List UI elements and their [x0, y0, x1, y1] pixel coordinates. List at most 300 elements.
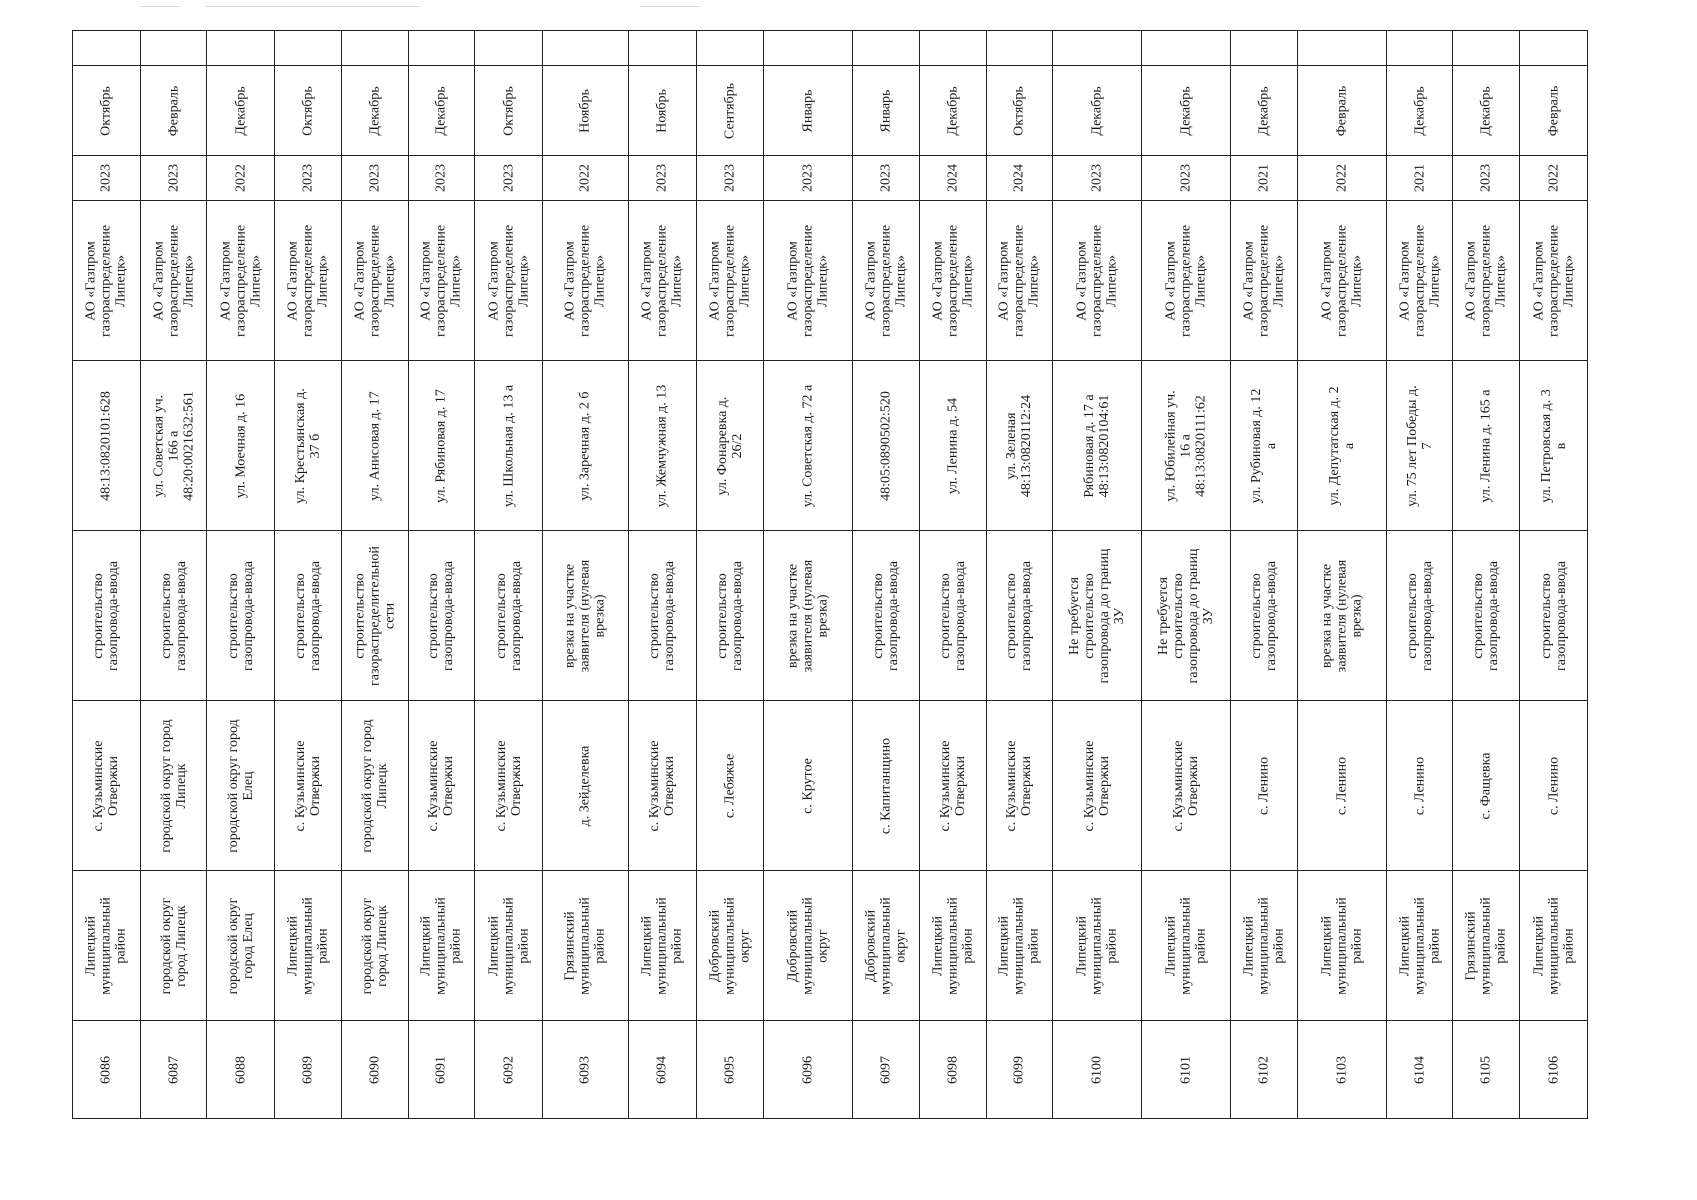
- address-cell: [764, 361, 853, 531]
- record-number-cell-text: 6096: [800, 1055, 816, 1084]
- locality-cell-text: с. Ленино: [1334, 756, 1350, 815]
- month-cell-text: Ноябрь: [654, 88, 670, 133]
- locality-cell: [275, 701, 342, 871]
- record-number-cell-text: 6090: [367, 1055, 383, 1084]
- year-cell-text: 2023: [878, 164, 894, 192]
- organization-cell: [341, 201, 408, 361]
- year-cell-text: 2022: [577, 164, 593, 192]
- year-cell-text: 2022: [1334, 164, 1350, 192]
- address-cell: [1386, 361, 1453, 531]
- work-type-cell-text: врезка на участке заявителя (нулевая врезка): [785, 559, 831, 672]
- address-cell-text: Рябиновая д. 17 а 48:13:0820104:61: [1082, 393, 1113, 498]
- work-type-cell: [1142, 531, 1231, 701]
- locality-cell-text: городской округ город Липецк: [359, 718, 390, 853]
- organization-cell-text: АО «Газпром газораспределение Липецк»: [562, 224, 608, 337]
- year-cell-text: 2022: [1546, 164, 1562, 192]
- record-number-cell: [764, 1021, 853, 1119]
- address-cell: [919, 361, 986, 531]
- record-number-cell: [73, 1021, 141, 1119]
- municipality-cell: [853, 871, 920, 1021]
- year-cell: [1231, 156, 1298, 201]
- organization-cell: [73, 201, 141, 361]
- address-cell: [1142, 361, 1231, 531]
- month-cell: [919, 66, 986, 156]
- record-number-cell: [1520, 1021, 1588, 1119]
- municipality-cell: [1053, 871, 1142, 1021]
- work-type-cell-text: строительство газопровода-ввода: [937, 560, 968, 671]
- locality-cell-text: с. Кузьминские Отвержки: [647, 740, 678, 831]
- empty-cell: [1297, 31, 1386, 66]
- year-cell-text: 2024: [945, 164, 961, 192]
- address-cell-text: ул. Ленина д. 54: [945, 397, 961, 494]
- organization-cell: [1053, 201, 1142, 361]
- year-cell: [764, 156, 853, 201]
- field-row-empty: [73, 31, 1588, 66]
- month-cell-text: Октябрь: [98, 85, 114, 136]
- organization-cell-text: АО «Газпром газораспределение Липецк»: [1163, 224, 1209, 337]
- organization-cell: [275, 201, 342, 361]
- month-cell-text: Октябрь: [1011, 85, 1027, 136]
- month-cell-text: Январь: [800, 89, 816, 132]
- address-cell: [275, 361, 342, 531]
- year-cell-text: 2023: [800, 164, 816, 192]
- year-cell-text: 2023: [722, 164, 738, 192]
- organization-cell: [1386, 201, 1453, 361]
- address-cell-text: ул. Советская д. 72 а: [800, 384, 816, 507]
- work-type-cell: [1520, 531, 1588, 701]
- record-number-cell-text: 6097: [878, 1055, 894, 1084]
- month-cell: [475, 66, 543, 156]
- empty-cell: [275, 31, 342, 66]
- year-cell-text: 2024: [1011, 164, 1027, 192]
- empty-cell: [140, 31, 207, 66]
- locality-cell-text: с. Кузьминские Отвержки: [1171, 740, 1202, 831]
- record-number-cell: [1453, 1021, 1520, 1119]
- work-type-cell-text: Не требуется строительство газопровода до границ ЗУ: [1156, 548, 1217, 683]
- work-type-cell: [1453, 531, 1520, 701]
- work-type-cell: [764, 531, 853, 701]
- year-cell-text: 2023: [654, 164, 670, 192]
- month-cell: [764, 66, 853, 156]
- address-cell: [853, 361, 920, 531]
- year-cell: [408, 156, 475, 201]
- year-cell-text: 2023: [1478, 164, 1494, 192]
- month-cell-text: Декабрь: [1178, 85, 1194, 136]
- empty-cell: [628, 31, 696, 66]
- month-cell: [696, 66, 764, 156]
- record-number-cell: [628, 1021, 696, 1119]
- organization-cell: [1520, 201, 1588, 361]
- record-number-cell-text: 6101: [1178, 1055, 1194, 1084]
- record-number-cell-text: 6098: [945, 1055, 961, 1084]
- address-cell-text: ул. Рябиновая д. 17: [433, 388, 449, 503]
- year-cell: [140, 156, 207, 201]
- address-cell: [543, 361, 629, 531]
- organization-cell: [207, 201, 275, 361]
- locality-cell-text: с. Кузьминские Отвержки: [91, 740, 122, 831]
- address-cell: [1297, 361, 1386, 531]
- work-type-cell-text: строительство газопровода-ввода: [1004, 560, 1035, 671]
- address-cell-text: ул. Анисовая д. 17: [367, 390, 383, 501]
- locality-cell-text: д. Зейделевка: [577, 745, 593, 826]
- field-row-locality: [73, 701, 1588, 871]
- field-row-address: [73, 361, 1588, 531]
- municipality-cell: [408, 871, 475, 1021]
- locality-cell: [986, 701, 1053, 871]
- month-cell: [341, 66, 408, 156]
- work-type-cell-text: строительство газопровода-ввода: [647, 560, 678, 671]
- address-cell-text: ул. Петровская д. 3 в: [1538, 388, 1569, 503]
- record-number-cell-text: 6099: [1011, 1055, 1027, 1084]
- locality-cell: [73, 701, 141, 871]
- record-number-cell-text: 6102: [1256, 1055, 1272, 1084]
- year-cell-text: 2021: [1256, 164, 1272, 192]
- municipality-cell: [543, 871, 629, 1021]
- organization-cell-text: АО «Газпром газораспределение Липецк»: [418, 224, 464, 337]
- year-cell: [207, 156, 275, 201]
- registry-table: [72, 30, 1588, 1119]
- locality-cell: [543, 701, 629, 871]
- empty-cell: [475, 31, 543, 66]
- record-number-cell: [207, 1021, 275, 1119]
- municipality-cell: [1520, 871, 1588, 1021]
- organization-cell: [853, 201, 920, 361]
- empty-cell: [1520, 31, 1588, 66]
- locality-cell-text: с. Капитанщино: [878, 737, 894, 834]
- address-cell-text: ул. Жемчужная д. 13: [654, 384, 670, 507]
- work-type-cell-text: строительство газопровода-ввода: [871, 560, 902, 671]
- municipality-cell-text: Липецкий муниципальный район: [996, 896, 1042, 995]
- year-cell-text: 2023: [1089, 164, 1105, 192]
- address-cell: [341, 361, 408, 531]
- month-cell: [207, 66, 275, 156]
- locality-cell: [140, 701, 207, 871]
- month-cell: [1297, 66, 1386, 156]
- work-type-cell-text: врезка на участке заявителя (нулевая врезка): [1319, 559, 1365, 672]
- locality-cell: [1142, 701, 1231, 871]
- organization-cell-text: АО «Газпром газораспределение Липецк»: [486, 224, 532, 337]
- address-cell-text: ул. Школьная д. 13 а: [501, 384, 517, 507]
- municipality-cell: [696, 871, 764, 1021]
- month-cell-text: Сентябрь: [722, 82, 738, 139]
- record-number-cell-text: 6087: [166, 1055, 182, 1084]
- organization-cell: [1297, 201, 1386, 361]
- year-cell-text: 2021: [1412, 164, 1428, 192]
- year-cell: [919, 156, 986, 201]
- month-cell: [628, 66, 696, 156]
- address-cell: [986, 361, 1053, 531]
- work-type-cell: [1231, 531, 1298, 701]
- organization-cell-text: АО «Газпром газораспределение Липецк»: [707, 224, 753, 337]
- municipality-cell: [1142, 871, 1231, 1021]
- year-cell-text: 2023: [166, 164, 182, 192]
- month-cell: [73, 66, 141, 156]
- locality-cell: [919, 701, 986, 871]
- year-cell: [1053, 156, 1142, 201]
- year-cell-text: 2023: [433, 164, 449, 192]
- empty-cell: [1053, 31, 1142, 66]
- year-cell: [853, 156, 920, 201]
- year-cell: [275, 156, 342, 201]
- work-type-cell-text: строительство газопровода-ввода: [493, 560, 524, 671]
- locality-cell-text: с. Фащевка: [1478, 752, 1494, 819]
- organization-cell: [140, 201, 207, 361]
- address-cell: [408, 361, 475, 531]
- address-cell: [1231, 361, 1298, 531]
- organization-cell: [919, 201, 986, 361]
- month-cell: [275, 66, 342, 156]
- locality-cell-text: с. Кузьминские Отвержки: [493, 740, 524, 831]
- work-type-cell-text: строительство газопровода-ввода: [293, 560, 324, 671]
- municipality-cell-text: городской округ город Елец: [225, 897, 256, 994]
- month-cell: [543, 66, 629, 156]
- municipality-cell-text: Липецкий муниципальный район: [930, 896, 976, 995]
- field-row-num: [73, 1021, 1588, 1119]
- organization-cell: [408, 201, 475, 361]
- locality-cell: [1453, 701, 1520, 871]
- address-cell: [73, 361, 141, 531]
- organization-cell-text: АО «Газпром газораспределение Липецк»: [218, 224, 264, 337]
- municipality-cell-text: Грязинский муниципальный район: [1463, 896, 1509, 995]
- field-row-year: [73, 156, 1588, 201]
- record-number-cell: [919, 1021, 986, 1119]
- work-type-cell: [696, 531, 764, 701]
- organization-cell-text: АО «Газпром газораспределение Липецк»: [930, 224, 976, 337]
- municipality-cell-text: Липецкий муниципальный район: [1531, 896, 1577, 995]
- record-number-cell: [853, 1021, 920, 1119]
- scan-artifact-line: [205, 6, 420, 7]
- month-cell-text: Декабрь: [1256, 85, 1272, 136]
- month-cell: [1142, 66, 1231, 156]
- work-type-cell: [341, 531, 408, 701]
- organization-cell: [764, 201, 853, 361]
- month-cell: [1231, 66, 1298, 156]
- organization-cell-text: АО «Газпром газораспределение Липецк»: [1463, 224, 1509, 337]
- address-cell: [628, 361, 696, 531]
- locality-cell-text: с. Кузьминские Отвержки: [1004, 740, 1035, 831]
- record-number-cell-text: 6095: [722, 1055, 738, 1084]
- organization-cell-text: АО «Газпром газораспределение Липецк»: [996, 224, 1042, 337]
- locality-cell-text: с. Кузьминские Отвержки: [426, 740, 457, 831]
- field-row-work: [73, 531, 1588, 701]
- municipality-cell-text: Добровский муниципальный округ: [785, 896, 831, 995]
- record-number-cell-text: 6091: [433, 1055, 449, 1084]
- empty-cell: [1142, 31, 1231, 66]
- record-number-cell-text: 6105: [1478, 1055, 1494, 1084]
- month-cell-text: Февраль: [166, 85, 182, 136]
- municipality-cell-text: Липецкий муниципальный район: [418, 896, 464, 995]
- municipality-cell-text: Липецкий муниципальный район: [639, 896, 685, 995]
- work-type-cell: [853, 531, 920, 701]
- record-number-cell-text: 6088: [233, 1055, 249, 1084]
- locality-cell-text: с. Кузьминские Отвержки: [1082, 740, 1113, 831]
- locality-cell: [1053, 701, 1142, 871]
- year-cell: [696, 156, 764, 201]
- month-cell-text: Октябрь: [300, 85, 316, 136]
- organization-cell: [986, 201, 1053, 361]
- work-type-cell-text: строительство газопровода-ввода: [1404, 560, 1435, 671]
- year-cell-text: 2023: [367, 164, 383, 192]
- record-number-cell-text: 6092: [501, 1055, 517, 1084]
- record-number-cell: [543, 1021, 629, 1119]
- address-cell: [207, 361, 275, 531]
- municipality-cell: [986, 871, 1053, 1021]
- empty-cell: [764, 31, 853, 66]
- empty-cell: [919, 31, 986, 66]
- locality-cell: [207, 701, 275, 871]
- address-cell-text: ул. Крестьянская д. 37 б: [293, 387, 324, 504]
- work-type-cell: [1053, 531, 1142, 701]
- record-number-cell-text: 6089: [300, 1055, 316, 1084]
- locality-cell: [475, 701, 543, 871]
- year-cell-text: 2023: [501, 164, 517, 192]
- record-number-cell: [1386, 1021, 1453, 1119]
- field-row-organization: [73, 201, 1588, 361]
- month-cell-text: Декабрь: [945, 85, 961, 136]
- empty-cell: [543, 31, 629, 66]
- address-cell-text: ул. Депутатская д. 2 а: [1326, 385, 1357, 506]
- address-cell: [1520, 361, 1588, 531]
- work-type-cell: [1297, 531, 1386, 701]
- work-type-cell: [275, 531, 342, 701]
- work-type-cell: [919, 531, 986, 701]
- year-cell: [543, 156, 629, 201]
- month-cell-text: Январь: [878, 89, 894, 132]
- year-cell: [341, 156, 408, 201]
- organization-cell-text: АО «Газпром газораспределение Липецк»: [352, 224, 398, 337]
- locality-cell-text: с. Лебяжье: [722, 753, 738, 818]
- month-cell-text: Декабрь: [233, 85, 249, 136]
- empty-cell: [1231, 31, 1298, 66]
- record-number-cell-text: 6104: [1412, 1055, 1428, 1084]
- locality-cell: [1386, 701, 1453, 871]
- record-number-cell-text: 6103: [1334, 1055, 1350, 1084]
- organization-cell-text: АО «Газпром газораспределение Липецк»: [1319, 224, 1365, 337]
- month-cell: [140, 66, 207, 156]
- record-number-cell: [275, 1021, 342, 1119]
- municipality-cell-text: Липецкий муниципальный район: [1163, 896, 1209, 995]
- year-cell-text: 2022: [233, 164, 249, 192]
- empty-cell: [986, 31, 1053, 66]
- month-cell: [1453, 66, 1520, 156]
- organization-cell: [1142, 201, 1231, 361]
- record-number-cell: [140, 1021, 207, 1119]
- organization-cell-text: АО «Газпром газораспределение Липецк»: [785, 224, 831, 337]
- municipality-cell-text: Липецкий муниципальный район: [1397, 896, 1443, 995]
- record-number-cell-text: 6100: [1089, 1055, 1105, 1084]
- municipality-cell: [341, 871, 408, 1021]
- municipality-cell: [207, 871, 275, 1021]
- empty-cell: [696, 31, 764, 66]
- address-cell: [475, 361, 543, 531]
- address-cell-text: ул. Зеленая 48:13:0820112:24: [1004, 394, 1035, 497]
- work-type-cell-text: строительство газопровода-ввода: [1248, 560, 1279, 671]
- organization-cell-text: АО «Газпром газораспределение Липецк»: [1241, 224, 1287, 337]
- locality-cell-text: с. Кузьминские Отвержки: [937, 740, 968, 831]
- municipality-cell: [475, 871, 543, 1021]
- year-cell: [1386, 156, 1453, 201]
- municipality-cell: [140, 871, 207, 1021]
- work-type-cell: [408, 531, 475, 701]
- record-number-cell-text: 6106: [1546, 1055, 1562, 1084]
- organization-cell: [1453, 201, 1520, 361]
- month-cell: [986, 66, 1053, 156]
- month-cell: [1386, 66, 1453, 156]
- address-cell: [1453, 361, 1520, 531]
- record-number-cell-text: 6086: [98, 1055, 114, 1084]
- municipality-cell: [73, 871, 141, 1021]
- work-type-cell-text: строительство газопровода-ввода: [714, 560, 745, 671]
- month-cell-text: Декабрь: [433, 85, 449, 136]
- organization-cell: [475, 201, 543, 361]
- municipality-cell-text: Липецкий муниципальный район: [486, 896, 532, 995]
- year-cell: [1520, 156, 1588, 201]
- field-row-municipality: [73, 871, 1588, 1021]
- municipality-cell: [764, 871, 853, 1021]
- month-cell-text: Декабрь: [367, 85, 383, 136]
- organization-cell: [628, 201, 696, 361]
- month-cell-text: Декабрь: [1089, 85, 1105, 136]
- empty-cell: [207, 31, 275, 66]
- address-cell-text: ул. Советская уч. 166 а 48:20:0021632:561: [151, 390, 197, 501]
- municipality-cell-text: городской округ город Липецк: [359, 897, 390, 994]
- empty-cell: [1453, 31, 1520, 66]
- municipality-cell: [1453, 871, 1520, 1021]
- month-cell-text: Февраль: [1546, 85, 1562, 136]
- work-type-cell-text: строительство газопровода-ввода: [1538, 560, 1569, 671]
- year-cell-text: 2023: [300, 164, 316, 192]
- municipality-cell: [1297, 871, 1386, 1021]
- locality-cell: [341, 701, 408, 871]
- empty-cell: [853, 31, 920, 66]
- municipality-cell-text: Липецкий муниципальный район: [285, 896, 331, 995]
- organization-cell-text: АО «Газпром газораспределение Липецк»: [1531, 224, 1577, 337]
- work-type-cell-text: строительство газопровода-ввода: [426, 560, 457, 671]
- work-type-cell-text: Не требуется строительство газопровода до границ ЗУ: [1067, 548, 1128, 683]
- work-type-cell: [628, 531, 696, 701]
- locality-cell: [696, 701, 764, 871]
- work-type-cell: [140, 531, 207, 701]
- record-number-cell: [1297, 1021, 1386, 1119]
- municipality-cell-text: городской округ город Липецк: [158, 897, 189, 994]
- month-cell: [1520, 66, 1588, 156]
- record-number-cell-text: 6093: [577, 1055, 593, 1084]
- locality-cell-text: городской округ город Липецк: [158, 718, 189, 853]
- organization-cell: [1231, 201, 1298, 361]
- month-cell: [1053, 66, 1142, 156]
- year-cell-text: 2023: [1178, 164, 1194, 192]
- month-cell-text: Октябрь: [501, 85, 517, 136]
- municipality-cell-text: Липецкий муниципальный район: [1074, 896, 1120, 995]
- year-cell: [1297, 156, 1386, 201]
- field-row-month: [73, 66, 1588, 156]
- organization-cell-text: АО «Газпром газораспределение Липецк»: [285, 224, 331, 337]
- month-cell: [408, 66, 475, 156]
- record-number-cell: [696, 1021, 764, 1119]
- month-cell-text: Декабрь: [1412, 85, 1428, 136]
- work-type-cell-text: строительство газораспределительной сети: [352, 545, 398, 686]
- organization-cell-text: АО «Газпром газораспределение Липецк»: [863, 224, 909, 337]
- scan-artifact-line: [140, 6, 180, 7]
- year-cell: [73, 156, 141, 201]
- organization-cell: [543, 201, 629, 361]
- empty-cell: [73, 31, 141, 66]
- municipality-cell-text: Грязинский муниципальный район: [562, 896, 608, 995]
- year-cell: [1453, 156, 1520, 201]
- municipality-cell-text: Липецкий муниципальный район: [1319, 896, 1365, 995]
- record-number-cell: [986, 1021, 1053, 1119]
- organization-cell-text: АО «Газпром газораспределение Липецк»: [83, 224, 129, 337]
